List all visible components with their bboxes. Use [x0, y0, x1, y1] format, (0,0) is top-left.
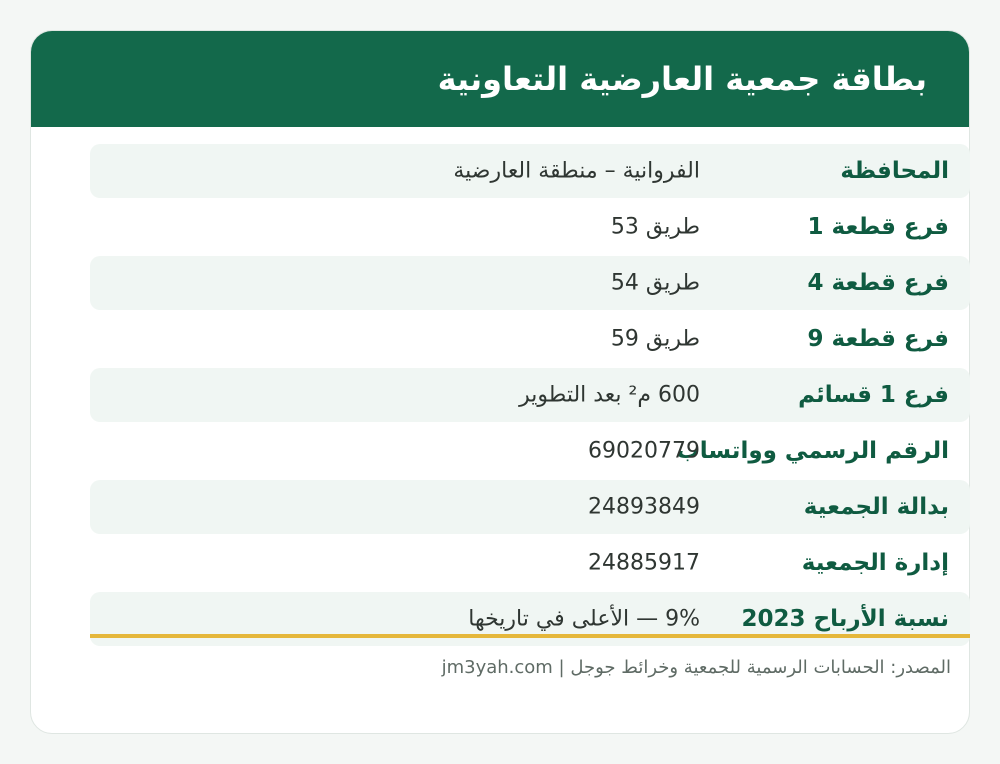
- row-label: فرع 1 قسائم: [798, 382, 949, 408]
- row-label: فرع قطعة 9: [807, 326, 949, 352]
- row-value: طريق 59: [610, 326, 700, 352]
- row-value: الفروانية – منطقة العارضية: [453, 158, 700, 184]
- row-label: الرقم الرسمي وواتساب: [676, 438, 949, 464]
- row-label: إدارة الجمعية: [801, 550, 949, 576]
- row-value: 24885917: [588, 550, 700, 576]
- table-row: [90, 144, 970, 198]
- card-header: [31, 31, 969, 127]
- info-table: [90, 144, 970, 648]
- row-value: 69020779: [588, 438, 700, 464]
- table-row: [90, 200, 970, 254]
- row-label: بدالة الجمعية: [803, 494, 949, 520]
- table-row: [90, 312, 970, 366]
- source-note: المصدر: الحسابات الرسمية للجمعية وخرائط جوجل | jm3yah.com: [441, 657, 951, 678]
- row-value: طريق 53: [610, 214, 700, 240]
- row-value: 9% — الأعلى في تاريخها: [468, 606, 700, 632]
- row-label: نسبة الأرباح 2023: [741, 606, 949, 632]
- table-row: [90, 480, 970, 534]
- row-value: 24893849: [588, 494, 700, 520]
- table-row: [90, 368, 970, 422]
- table-row: [90, 256, 970, 310]
- row-value: 600 م² بعد التطوير: [519, 382, 700, 408]
- row-value: طريق 54: [610, 270, 700, 296]
- row-label: فرع قطعة 1: [807, 214, 949, 240]
- accent-divider: [90, 634, 970, 638]
- row-label: المحافظة: [840, 158, 949, 184]
- table-row: [90, 536, 970, 590]
- card-title: بطاقة جمعية العارضية التعاونية: [437, 60, 927, 98]
- row-label: فرع قطعة 4: [807, 270, 949, 296]
- table-row: [90, 424, 970, 478]
